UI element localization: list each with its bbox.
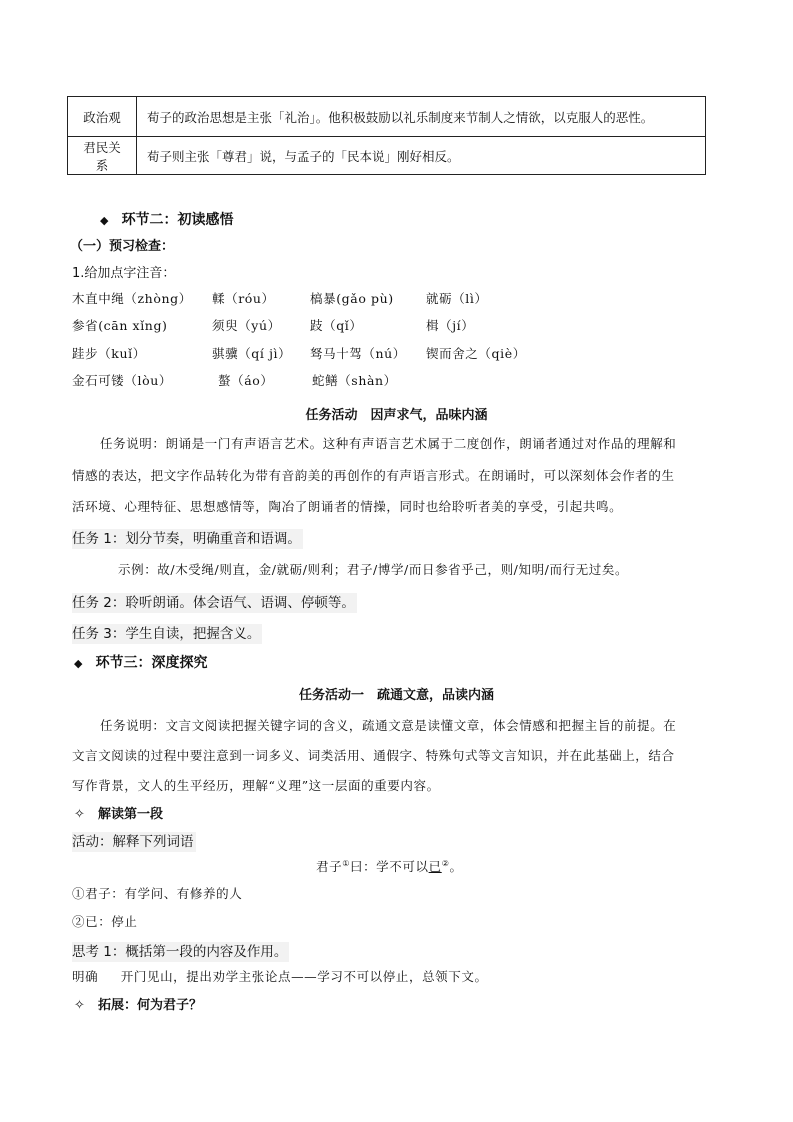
table-cell-key: 政治观 (68, 97, 137, 137)
part-title: 拓展：何为君子？ (98, 998, 203, 1013)
quote-part: 曰：学不可以 (349, 859, 429, 874)
pinyin-item: 木直中绳（zhòng） (72, 291, 192, 306)
part-title: 解读第一段 (98, 807, 164, 822)
pinyin-item: 锲而舍之（qiè） (426, 346, 526, 361)
activity-text: 活动：解释下列词语 (72, 834, 194, 850)
footnote-marker: ① (342, 858, 350, 868)
pinyin-item: 跂（qǐ） (310, 318, 363, 333)
diamond-bullet-icon: ◆ (74, 657, 83, 670)
pinyin-item: 骐骥（qí jì） (212, 346, 292, 361)
task-description-line: 任务说明：朗诵是一门有声语言艺术。这种有声语言艺术属于二度创作，朗诵者通过对作品的理解和 (100, 436, 677, 451)
think-text: 思考 1：概括第一段的内容及作用。 (72, 944, 288, 960)
pinyin-item: 就砺（lì） (426, 291, 488, 306)
task-description-line: 活环境、心理特征、思想感情等，陶冶了朗诵者的情操，同时也给聆听者美的享受，引起共鸣。 (72, 499, 623, 514)
section-title: 环节二：初读感悟 (121, 212, 234, 228)
answer-line (72, 967, 488, 985)
activity-line (72, 830, 196, 850)
table-cell-value: 荀子则主张「尊君」说，与孟子的「民本说」刚好相反。 (137, 137, 706, 175)
task-item (72, 622, 262, 642)
diamond-bullet-icon: ◆ (100, 214, 109, 227)
example-text: 示例：故/木受绳/则直，金/就砺/则利；君子/博学/而日参省乎己，则/知明/而行无过矣。 (118, 562, 629, 577)
task-description-line: 写作背景，文人的生平经历，理解“义理”这一层面的重要内容。 (72, 778, 440, 793)
note-line: ②已：停止 (72, 914, 138, 929)
task-text: 任务 3：学生自读，把握含义。 (72, 626, 261, 642)
pinyin-item: 跬步（kuǐ） (72, 346, 146, 361)
quote-part: 君子 (316, 859, 343, 874)
section-title: 环节三：深度探究 (95, 655, 208, 671)
quote-underlined: 已 (428, 859, 442, 874)
sparkle-icon: ✧ (74, 998, 85, 1013)
answer-text: 开门见山，提出劝学主张论点——学习不可以停止，总领下文。 (120, 969, 488, 984)
task-activity-title: 任务活动 因声求气，品味内涵 (305, 408, 488, 423)
quote-part: 。 (449, 859, 463, 874)
footnote-marker: ② (441, 858, 450, 868)
pinyin-item: 輮（róu） (212, 291, 275, 306)
task-description-line: 文言文阅读的过程中要注意到一词多义、词类活用、通假字、特殊句式等文言知识，并在此基础上，结合 (72, 748, 675, 763)
task-description-line: 任务说明：文言文阅读把握关键字词的含义，疏通文意是读懂文章，体会情感和把握主旨的前提。在 (100, 718, 677, 733)
pinyin-item: 蛇鳝（shàn） (312, 373, 397, 388)
section-heading (100, 209, 234, 229)
pinyin-item: 参省(cān xǐng) (72, 318, 168, 333)
task-description-line: 情感的表达，把文字作品转化为带有音韵美的再创作的有声语言形式。在朗诵时，可以深刻体会作者的生 (72, 468, 675, 483)
answer-label: 明确 (72, 969, 99, 984)
task-text: 任务 1：划分节奏，明确重音和语调。 (72, 531, 301, 547)
summary-table (67, 96, 706, 175)
task-text: 任务 2：聆听朗诵。体会语气、语调、停顿等。 (72, 595, 355, 611)
part-heading (74, 994, 202, 1013)
pinyin-item: 楫（jí） (426, 318, 475, 333)
question-label: 1.给加点字注音： (72, 266, 176, 281)
quote-line (316, 857, 463, 875)
table-row (68, 137, 706, 175)
pinyin-item: 驽马十驾（nú） (310, 346, 406, 361)
table-row (68, 97, 706, 137)
note-line: ①君子：有学问、有修养的人 (72, 886, 243, 901)
section-heading (74, 652, 208, 672)
pinyin-item: 槁暴(gǎo pù) (310, 291, 394, 306)
task-activity-title: 任务活动一 疏通文意，品读内涵 (298, 688, 494, 703)
table-cell-key: 君民关系 (68, 137, 137, 175)
pinyin-item: 须臾（yú） (212, 318, 281, 333)
table-cell-value: 荀子的政治思想是主张「礼治」。他积极鼓励以礼乐制度来节制人之情欲，以克服人的恶性。 (137, 97, 706, 137)
think-line (72, 940, 289, 960)
pinyin-item: 螯（áo） (218, 373, 274, 388)
task-item (72, 591, 357, 611)
part-heading (74, 803, 163, 822)
task-item (72, 527, 303, 547)
subsection-title: （一）预习检查： (70, 239, 175, 254)
pinyin-item: 金石可镂（lòu） (72, 373, 172, 388)
sparkle-icon: ✧ (74, 807, 85, 822)
